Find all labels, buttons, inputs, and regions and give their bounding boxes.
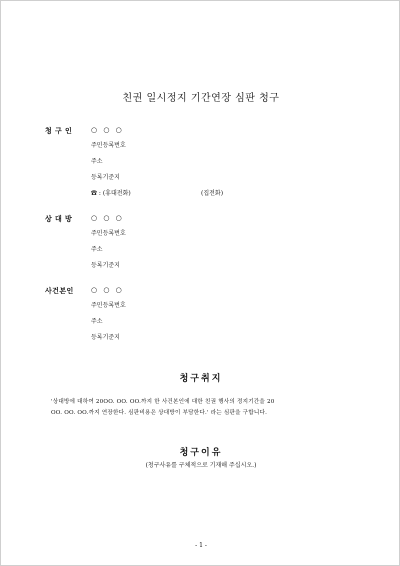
principal-registry: 등록기준지 bbox=[91, 334, 120, 341]
claimant-fields bbox=[91, 126, 291, 206]
claimant-address: 주소 bbox=[91, 158, 103, 165]
claimant-registry: 등록기준지 bbox=[91, 174, 120, 181]
claimant-name: ○ ○ ○ bbox=[91, 126, 124, 134]
purpose-line-2: OO. OO. OO.까지 연장한다. 심판비용은 상대방이 부담한다.' 라는 심판을 구합니다. bbox=[51, 410, 268, 416]
respondent-fields bbox=[91, 214, 126, 278]
reason-note: (청구사유를 구체적으로 기재해 주십시오.) bbox=[145, 462, 257, 469]
purpose-line-1: '상대방에 대하여 20OO. OO. OO.까지 한 사건본인에 대한 친권 행사의 정지기간을 20 bbox=[51, 399, 275, 405]
respondent-label: 상 대 방 bbox=[45, 214, 73, 223]
document-title: 친권 일시정지 기간연장 심판 청구 bbox=[122, 93, 280, 104]
respondent-registry: 등록기준지 bbox=[91, 262, 120, 269]
respondent-id-number: 주민등록번호 bbox=[91, 230, 126, 237]
claimant-mobile-phone: ☎ : (휴대전화) bbox=[91, 190, 131, 197]
principal-address: 주소 bbox=[91, 318, 103, 325]
claimant-home-phone: (집전화) bbox=[201, 190, 224, 197]
reason-heading: 청구이유 bbox=[179, 448, 223, 458]
respondent-address: 주소 bbox=[91, 246, 103, 253]
page-number: - 1 - bbox=[195, 542, 207, 549]
principal-label: 사건본인 bbox=[45, 286, 74, 295]
claimant-id-number: 주민등록번호 bbox=[91, 142, 126, 149]
respondent-name: ○ ○ ○ bbox=[91, 214, 124, 222]
claimant-label: 청 구 인 bbox=[45, 126, 73, 135]
principal-fields bbox=[91, 286, 126, 350]
principal-name: ○ ○ ○ bbox=[91, 286, 124, 294]
claimant-phone-row bbox=[91, 190, 291, 206]
principal-id-number: 주민등록번호 bbox=[91, 302, 126, 309]
purpose-body bbox=[51, 397, 361, 419]
purpose-heading: 청구취지 bbox=[179, 374, 223, 384]
